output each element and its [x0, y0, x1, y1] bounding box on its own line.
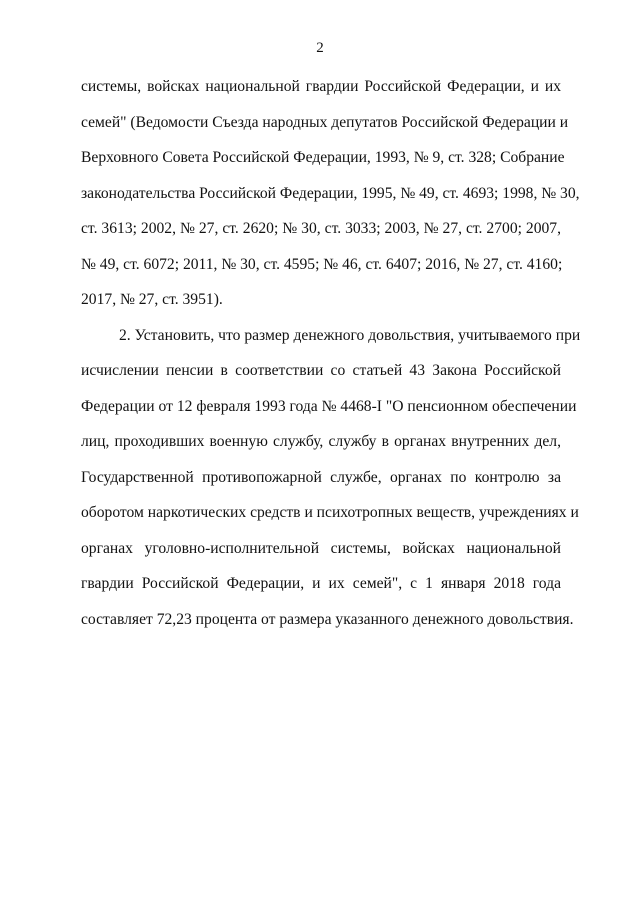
- text-line: 2. Установить, что размер денежного довольствия, учитываемого при: [119, 326, 581, 344]
- text-line: законодательства Российской Федерации, 1995, № 49, ст. 4693; 1998, № 30,: [81, 184, 580, 202]
- text-line: составляет 72,23 процента от размера указанного денежного довольствия.: [81, 610, 574, 628]
- document-body: [81, 69, 581, 637]
- page-number: 2: [316, 40, 324, 56]
- text-line: ст. 3613; 2002, № 27, ст. 2620; № 30, ст. 3033; 2003, № 27, ст. 2700; 2007,: [81, 220, 561, 237]
- text-line: № 49, ст. 6072; 2011, № 30, ст. 4595; № 46, ст. 6407; 2016, № 27, ст. 4160;: [81, 255, 563, 273]
- text-line: лиц, проходивших военную службу, службу в органах внутренних дел,: [81, 433, 561, 450]
- text-line: семей" (Ведомости Съезда народных депутатов Российской Федерации и: [81, 113, 569, 131]
- text-line: Федерации от 12 февраля 1993 года № 4468-I "О пенсионном обеспечении: [81, 397, 577, 415]
- text-line: оборотом наркотических средств и психотропных веществ, учреждениях и: [81, 504, 579, 521]
- text-line: Государственной противопожарной службе, органах по контролю за: [81, 468, 561, 486]
- text-line: исчислении пенсии в соответствии со статьей 43 Закона Российской: [81, 362, 561, 379]
- paragraph-2: [81, 318, 581, 638]
- text-line: системы, войсках национальной гвардии Российской Федерации, и их: [81, 78, 561, 95]
- text-line: органах уголовно-исполнительной системы, войсках национальной: [81, 539, 561, 557]
- text-line: 2017, № 27, ст. 3951).: [81, 291, 223, 308]
- paragraph-1: [81, 69, 580, 318]
- text-line: Верховного Совета Российской Федерации, 1993, № 9, ст. 328; Собрание: [81, 149, 565, 166]
- text-line: гвардии Российской Федерации, и их семей", с 1 января 2018 года: [81, 575, 561, 592]
